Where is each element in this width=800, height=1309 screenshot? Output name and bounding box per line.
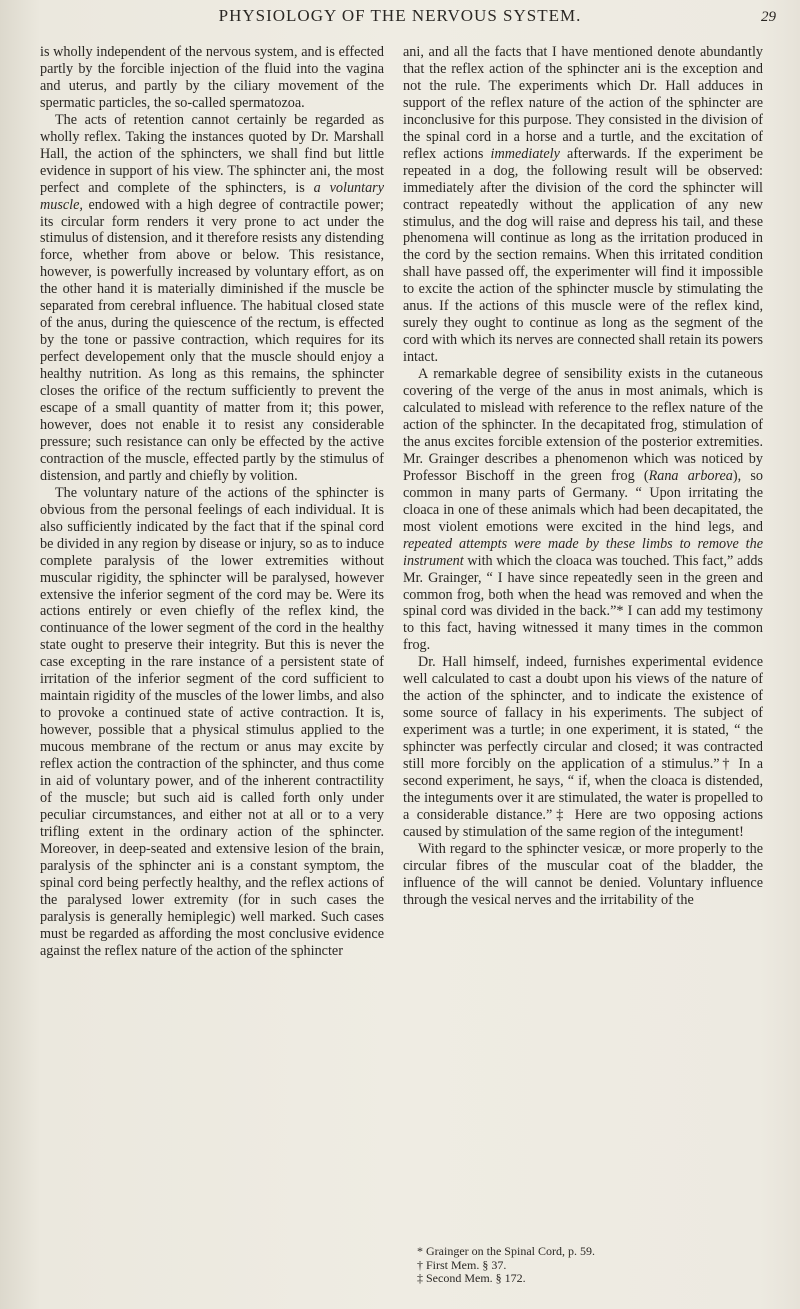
page-number: 29	[761, 9, 776, 25]
paragraph: The acts of retention cannot certainly be regarded as wholly reflex. Taking the instances quoted by Dr. Marshall Hall, the action of the sphincters, we shall find but little evidence in support of his view. The sphincter ani, the most perfect and complete of the sphincters, is a voluntary muscle, endowed with a high degree of contractile power; its circular form renders it very prone to act under the stimulus of distension, and it therefore resists any distending force, whether from above or below. This resistance, however, is powerfully increased by voluntary effort, as on the other hand it is materially diminished if the muscle be separated from cerebral influence. The habitual closed state of the anus, during the quiescence of the rectum, is effected by the tone or passive contraction, which requires for its perfect developement only that the muscle should enjoy a healthy nutrition. As long as this remains, the sphincter closes the orifice of the rectum sufficiently to prevent the escape of a small quantity of matter from it; this power, however, does not enable it to resist any considerable pressure; such resistance can only be effected by the active contraction of the muscle, effected partly by the stimulus of distension, and partly and chiefly by volition.	[40, 111, 384, 484]
footnote: * Grainger on the Spinal Cord, p. 59.	[417, 1244, 595, 1258]
italic-phrase: repeated attempts were made by these limbs to remove the instrument	[403, 535, 763, 569]
running-title: PHYSIOLOGY OF THE NERVOUS SYSTEM.	[218, 6, 582, 25]
footnotes	[403, 1245, 763, 1286]
italic-phrase: immediately	[490, 145, 560, 162]
footnote: † First Mem. § 37.	[417, 1257, 507, 1272]
left-column	[40, 44, 384, 959]
paragraph: The voluntary nature of the actions of the sphincter is obvious from the personal feelings of each individual. It is also sufficiently indicated by the fact that if the spinal cord be divided in any region by disease or injury, so as to induce complete paralysis of the lower extremities without muscular rigidity, the sphincter will be paralysed, however extensive the inferior segment of the cord may be. Were its actions entirely or even chiefly of the reflex kind, the continuance of the lower segment of the cord in the healthy state ought to preserve their integrity. But this is never the case excepting in the rare instance of a persistent state of irritation of the inferior segment of the cord sufficient to maintain rigidity of the muscles of the lower limbs, and also to provoke a continued state of active contraction. It is, however, possible that a physical stimulus applied to the mucous membrane of the rectum or anus may excite by reflex action the contraction of the sphincter, and thus come in aid of voluntary power, and of the inherent contractility of the muscle; but such aid is called forth only under peculiar circumstances, and either not at all or to a very trifling extent in the ordinary action of the sphincter. Moreover, in deep-seated and extensive lesion of the brain, paralysis of the sphincter ani is a constant symptom, the spinal cord being perfectly healthy, and the reflex actions of the paralysed lower extremity (for in such cases the paralysis is generally hemiplegic) well marked. Such cases must be regarded as affording the most conclusive evidence against the reflex nature of the action of the sphincter	[40, 484, 384, 959]
right-column	[403, 44, 763, 909]
paragraph: With regard to the sphincter vesicæ, or more properly to the circular fibres of the muscular coat of the bladder, the influence of the will cannot be denied. Voluntary influence through the vesical nerves and the irritability of the	[403, 840, 763, 908]
paragraph: is wholly independent of the nervous system, and is effected partly by the forcible injection of the fluid into the vagina and uterus, and partly by the ciliary movement of the spermatic particles, the so-called spermatozoa.	[40, 44, 384, 111]
paragraph: Dr. Hall himself, indeed, furnishes experimental evidence well calculated to cast a doubt upon his views of the nature of the action of the sphincter, and to indicate the existence of some source of fallacy in his experiments. The subject of experiment was a turtle; in one experiment, it is stated, “ the sphincter was perfectly circular and closed; it was contracted still more forcibly on the application of a stimulus.”† In a second experiment, he says, “ if, when the cloaca is distended, the integuments over it are stimulated, the water is propelled to a considerable distance.”‡ Here are two opposing actions caused by stimulation of the same region of the integument!	[403, 654, 763, 840]
italic-phrase: a voluntary muscle,	[40, 179, 384, 213]
footnote: ‡ Second Mem. § 172.	[417, 1271, 526, 1285]
paragraph: A remarkable degree of sensibility exists in the cutaneous covering of the verge of the anus in most animals, which is calculated to mislead with reference to the reflex nature of the action of the sphincter. In the decapitated frog, stimulation of the anus excites forcible extension of the posterior extremities. Mr. Grainger describes a phenomenon which was noticed by Professor Bischoff in the green frog (Rana arborea), so common in many parts of Germany. “ Upon irritating the cloaca in one of these animals which had been decapitated, the most violent emotions were excited in the hind legs, and repeated attempts were made by these limbs to remove the instrument with which the cloaca was touched. This fact,” adds Mr. Grainger, “ I have since repeatedly seen in the green and common frog, both when the head was removed and when the spinal cord was divided in the back.”* I can add my testimony to this fact, having witnessed it many times in the common frog.	[403, 366, 763, 654]
italic-phrase: Rana arborea	[648, 467, 733, 484]
paragraph: ani, and all the facts that I have mentioned denote abundantly that the reflex action of the sphincter ani is the exception and not the rule. The experiments which Dr. Hall adduces in support of the reflex nature of the action of the sphincter are inconclusive for this purpose. They consisted in the division of the spinal cord in a horse and a turtle, and the excitation of reflex actions immediately afterwards. If the experiment be repeated in a dog, the following result will be observed: immediately after the division of the cord the sphincter will contract repeatedly without the application of any new stimulus, and the dog will raise and depress his tail, and these phenomena will continue as long as the irritation produced in the cord by the section remains. When this irritated condition shall have passed off, the experimenter will find it impossible to excite the action of the sphincter muscle by stimulating the anus. If the actions of this muscle were of the reflex kind, surely they ought to continue as long as the segment of the cord with which its nerves are connected shall retain its powers intact.	[403, 44, 763, 366]
